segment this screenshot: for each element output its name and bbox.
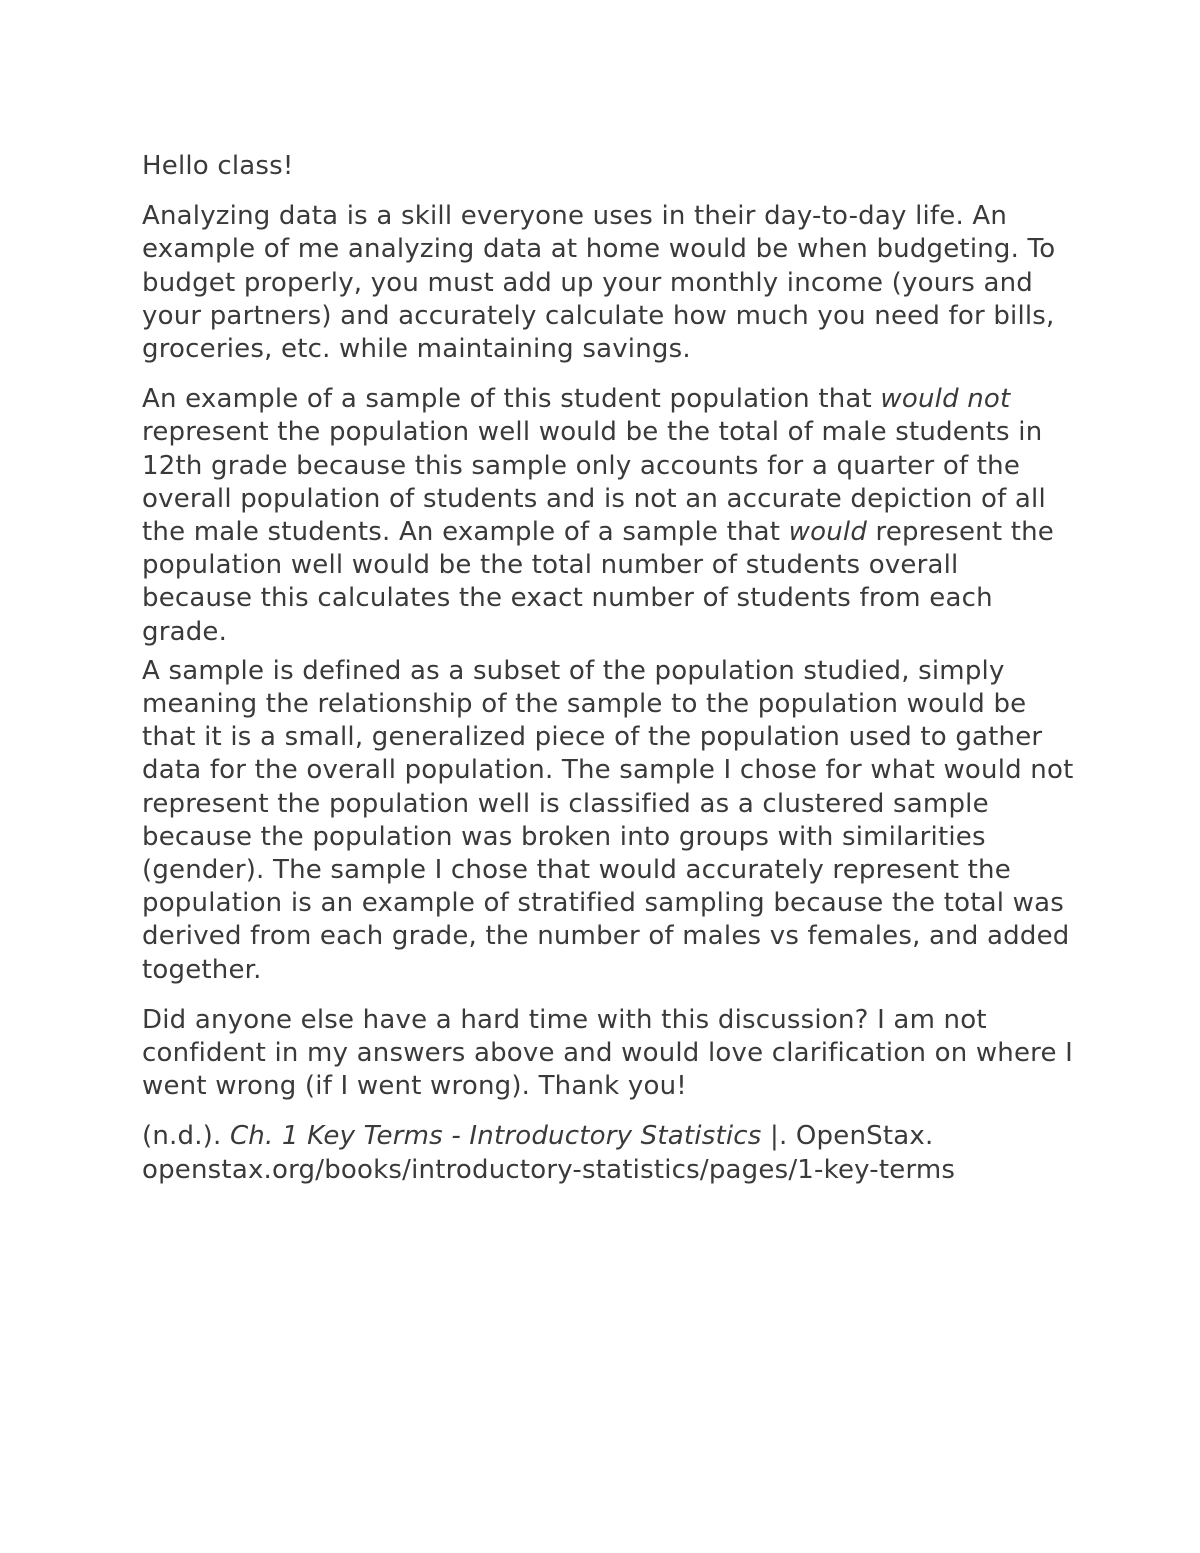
para2-text-2: represent the population well would be the total of male students in 12th grade because this sample only accounts for a quarter of the overall population of students and is not an accurate depiction of all the male students. An example of a sample that: [142, 417, 1046, 548]
document-page: [142, 150, 1077, 1187]
paragraph-question: Did anyone else have a hard time with this discussion? I am not confident in my answers above and would love clarification on where I went wrong (if I went wrong). Thank you!: [142, 1004, 1074, 1102]
para2-text-1: An example of a sample of this student population that: [142, 384, 881, 415]
para2-emphasis-would-not: would not: [880, 384, 1011, 415]
citation-url: openstax.org/books/introductory-statistics/pages/1-key-terms: [142, 1154, 956, 1185]
paragraph-budgeting: Analyzing data is a skill everyone uses in their day-to-day life. An example of me analyzing data at home would be when budgeting. To budget properly, you must add up your monthly income (yours and your partners) and accurately calculate how much you need for bills, groceries, etc. while maintaining savings.: [142, 201, 1056, 365]
greeting: Hello class!: [142, 151, 294, 181]
citation-title: Ch. 1 Key Terms - Introductory Statistics: [229, 1121, 762, 1152]
para2-text-3: represent the population well would be the total number of students overall because this calculates the exact number of students from each grade.: [142, 517, 1054, 647]
citation-suffix: |. OpenStax.: [761, 1121, 934, 1152]
citation: [142, 1120, 1077, 1186]
paragraph-sample-definition: A sample is defined as a subset of the population studied, simply meaning the relationship of the sample to the population would be that it is a small, generalized piece of the population used to gather data for the overall population. The sample I chose for what would not represent the population well is classified as a clustered sample because the population was broken into groups with similarities (gender). The sample I chose that would accurately represent the population is an example of stratified sampling because the total was derived from each grade, the number of males vs females, and added together.: [142, 655, 1074, 985]
citation-prefix: (n.d.).: [142, 1121, 230, 1152]
paragraph-sample-example: [142, 383, 1077, 649]
para2-emphasis-would: would: [788, 517, 868, 548]
